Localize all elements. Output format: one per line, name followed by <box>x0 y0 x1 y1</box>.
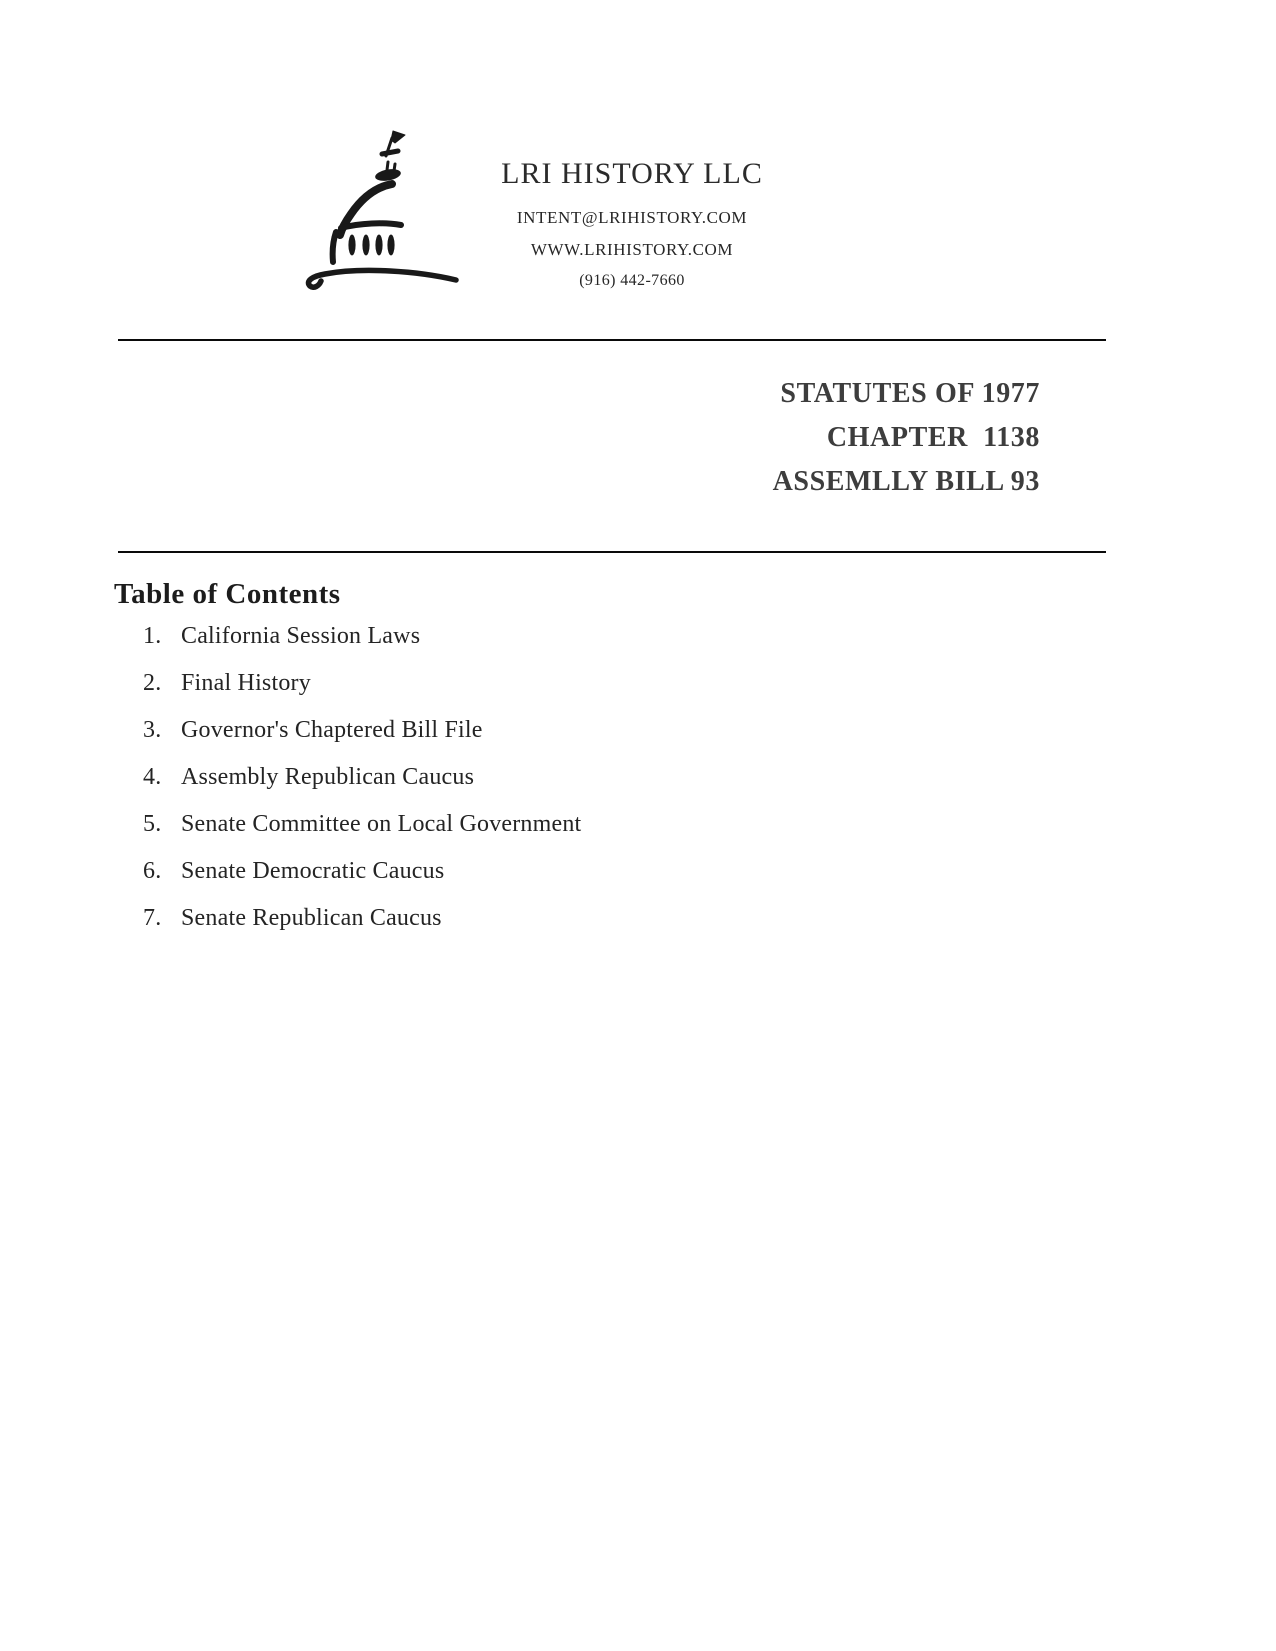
chapter-line: CHAPTER 1138 <box>826 422 1040 453</box>
toc-item-number: 3. <box>143 717 162 743</box>
toc-title: Table of Contents <box>114 578 341 610</box>
toc-item <box>143 715 581 762</box>
company-email: INTENT@LRIHISTORY.COM <box>516 208 748 227</box>
horizontal-rule-top <box>118 339 1106 341</box>
toc-item-label: Assembly Republican Caucus <box>181 764 475 790</box>
toc-item-label: Final History <box>181 670 311 696</box>
toc-item-label: Senate Democratic Caucus <box>181 858 445 884</box>
company-phone: (916) 442-7660 <box>579 272 685 289</box>
toc-item-label: Senate Republican Caucus <box>181 905 442 931</box>
toc-item-number: 1. <box>143 623 162 649</box>
toc-item-number: 6. <box>143 858 162 884</box>
statutes-line: STATUTES OF 1977 <box>780 378 1040 409</box>
toc-item <box>143 903 581 950</box>
toc-item <box>143 621 581 668</box>
toc-item-label: Senate Committee on Local Government <box>181 811 582 837</box>
toc-item <box>143 668 581 715</box>
toc-item <box>143 856 581 903</box>
toc-item <box>143 762 581 809</box>
toc-item-number: 7. <box>143 905 162 931</box>
horizontal-rule-bottom <box>118 551 1106 553</box>
letterhead-contact-block <box>382 155 882 291</box>
document-reference-block <box>773 372 1040 504</box>
toc-item-number: 2. <box>143 670 162 696</box>
toc-item-number: 5. <box>143 811 162 837</box>
toc-item <box>143 809 581 856</box>
toc-item-label: California Session Laws <box>181 623 421 649</box>
company-name: LRI HISTORY LLC <box>501 157 763 190</box>
toc-item-number: 4. <box>143 764 162 790</box>
assembly-bill-line: ASSEMLLY BILL 93 <box>772 466 1040 497</box>
toc-list <box>143 621 581 950</box>
toc-item-label: Governor's Chaptered Bill File <box>181 717 483 743</box>
company-website: WWW.LRIHISTORY.COM <box>530 240 734 259</box>
